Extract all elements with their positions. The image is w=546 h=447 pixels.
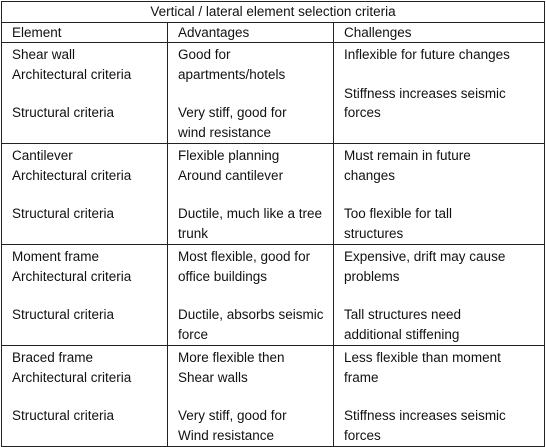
cell-text-line: Very stiff, good for <box>178 105 287 120</box>
cell-challenges <box>334 346 545 447</box>
cell-text-line: forces <box>344 427 381 443</box>
cell-element <box>2 346 168 447</box>
cell-text-line: wind resistance <box>178 124 272 140</box>
cell-text-line: Structural criteria <box>12 105 115 120</box>
cell-text-line: forces <box>344 105 381 120</box>
cell-text-line: More flexible then <box>178 350 285 365</box>
column-header-challenges: Challenges <box>334 22 545 43</box>
cell-text-line: office buildings <box>178 268 268 284</box>
line-spacer <box>12 387 167 406</box>
line-spacer <box>344 185 544 204</box>
cell-text-line: Architectural criteria <box>12 167 132 183</box>
cell-text-line: Around cantilever <box>178 167 284 183</box>
cell-text-line: Good for <box>178 47 231 62</box>
cell-text-line: Structural criteria <box>12 408 115 423</box>
cell-text-line: Cantilever <box>12 148 73 163</box>
cell-text-line: Architectural criteria <box>12 268 132 284</box>
cell-lines <box>344 245 544 345</box>
cell-advantages <box>168 144 334 245</box>
cell-advantages <box>168 346 334 447</box>
cell-text-line: structures <box>344 225 404 241</box>
cell-element <box>2 144 168 245</box>
cell-element <box>2 245 168 346</box>
cell-text-line: Wind resistance <box>178 427 275 443</box>
table-row <box>2 245 545 346</box>
cell-text-line: Ductile, much like a tree <box>178 206 323 221</box>
table-row <box>2 346 545 447</box>
cell-text-line: Very stiff, good for <box>178 408 287 423</box>
cell-text-line: trunk <box>178 225 209 241</box>
column-header-element: Element <box>2 22 168 43</box>
cell-text-line: Braced frame <box>12 350 94 365</box>
cell-text-line: Most flexible, good for <box>178 249 311 264</box>
cell-text-line: Structural criteria <box>12 206 115 221</box>
cell-text-line: Architectural criteria <box>12 66 132 82</box>
cell-lines <box>344 43 544 124</box>
line-spacer <box>178 84 333 103</box>
cell-advantages <box>168 245 334 346</box>
line-spacer <box>178 387 333 406</box>
cell-element <box>2 43 168 144</box>
cell-text-line: force <box>178 326 209 342</box>
cell-text-line: frame <box>344 369 379 385</box>
table-row <box>2 144 545 245</box>
line-spacer <box>178 286 333 305</box>
cell-lines <box>178 346 333 446</box>
cell-text-line: Tall structures need <box>344 307 462 322</box>
cell-text-line: apartments/hotels <box>178 66 286 82</box>
column-header-advantages: Advantages <box>168 22 334 43</box>
cell-text-line: Stiffness increases seismic <box>344 408 506 423</box>
cell-text-line: additional stiffening <box>344 326 460 342</box>
cell-lines <box>178 144 333 244</box>
cell-challenges <box>334 245 545 346</box>
cell-text-line: Too flexible for tall <box>344 206 453 221</box>
cell-text-line: Must remain in future <box>344 148 471 163</box>
cell-text-line: Less flexible than moment <box>344 350 501 365</box>
cell-text-line: Inflexible for future changes <box>344 47 510 62</box>
cell-text-line: Shear walls <box>178 369 248 385</box>
cell-lines <box>178 245 333 345</box>
table-row <box>2 43 545 144</box>
table-body <box>2 43 545 447</box>
line-spacer <box>12 84 167 103</box>
cell-text-line: Stiffness increases seismic <box>344 85 506 101</box>
cell-lines <box>12 43 167 124</box>
cell-challenges <box>334 43 545 144</box>
cell-text-line: Moment frame <box>12 249 100 264</box>
table-header-row <box>2 22 545 43</box>
cell-text-line: Architectural criteria <box>12 369 132 385</box>
cell-text-line: Flexible planning <box>178 148 280 163</box>
table-title: Vertical / lateral element selection criteria <box>2 2 545 23</box>
cell-advantages <box>168 43 334 144</box>
line-spacer <box>344 286 544 305</box>
cell-lines <box>344 346 544 446</box>
line-spacer <box>12 185 167 204</box>
line-spacer <box>12 286 167 305</box>
cell-lines <box>12 346 167 427</box>
cell-lines <box>344 144 544 244</box>
cell-text-line: Ductile, absorbs seismic <box>178 307 324 322</box>
cell-text-line: Structural criteria <box>12 307 115 322</box>
cell-lines <box>178 43 333 143</box>
cell-challenges <box>334 144 545 245</box>
cell-lines <box>12 144 167 225</box>
selection-criteria-table <box>1 1 545 447</box>
cell-text-line: Expensive, drift may cause <box>344 249 506 264</box>
line-spacer <box>178 185 333 204</box>
cell-text-line: changes <box>344 167 396 183</box>
cell-lines <box>12 245 167 326</box>
cell-text-line: problems <box>344 268 400 284</box>
cell-text-line: Shear wall <box>12 47 76 62</box>
line-spacer <box>344 65 544 84</box>
line-spacer <box>344 387 544 406</box>
